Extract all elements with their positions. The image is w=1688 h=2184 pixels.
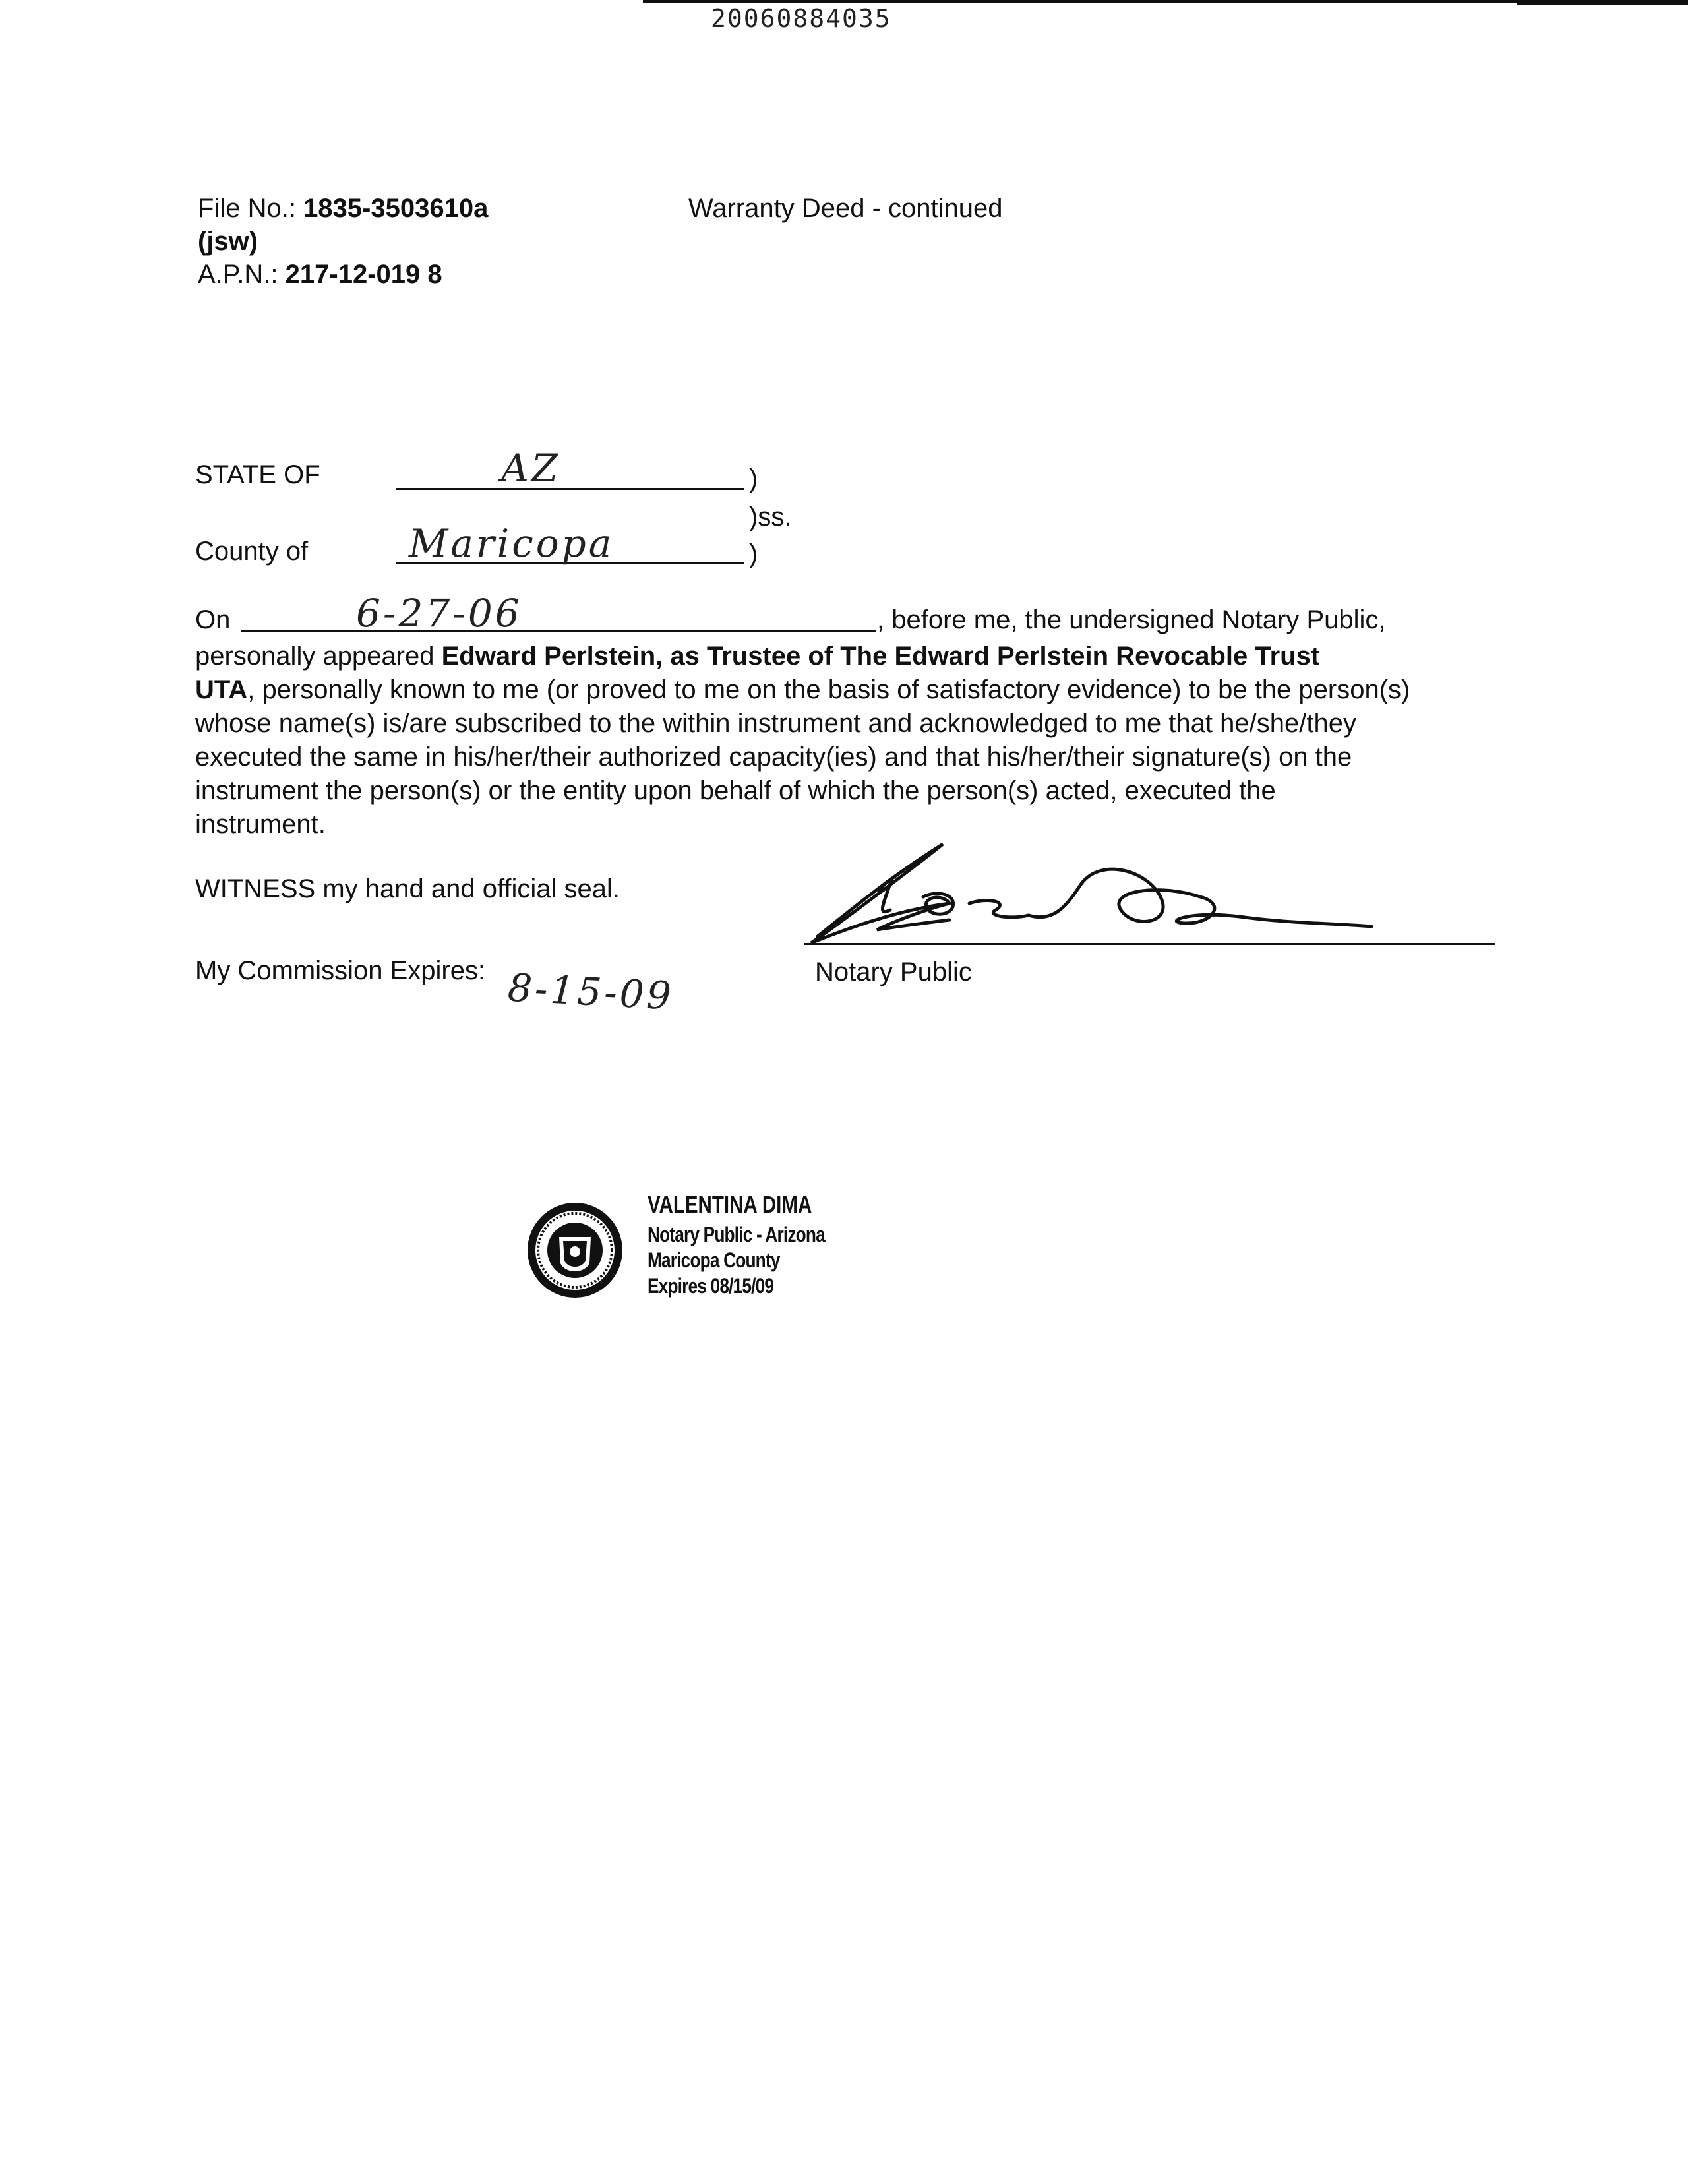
apn-label: A.P.N.: <box>198 260 278 289</box>
file-no-label: File No.: <box>198 194 296 223</box>
state-blank-line <box>396 488 744 490</box>
signature-line <box>804 943 1495 945</box>
signature-label: Notary Public <box>815 957 972 986</box>
county-label: County of <box>195 537 309 566</box>
ack-line2-bold: Edward Perlstein, as Trustee of The Edward Perlstein Revocable Trust <box>441 642 1320 671</box>
state-paren: ) <box>749 464 758 493</box>
ack-line-6: instrument the person(s) or the entity upon behalf of which the person(s) acted, executed the <box>195 776 1276 805</box>
apn-value: 217-12-019 8 <box>285 260 442 289</box>
ack-line-4: whose name(s) is/are subscribed to the within instrument and acknowledged to me that he/she/they <box>195 709 1356 738</box>
acknowledgment-paragraph <box>195 640 1514 841</box>
notary-signature-image <box>791 831 1503 956</box>
state-handwritten-value: AZ <box>501 446 561 491</box>
file-no-row <box>198 195 488 222</box>
document-title: Warranty Deed - continued <box>688 194 1003 223</box>
ack-line3-rest: , personally known to me (or proved to me on the basis of satisfactory evidence) to be the person(s) <box>247 675 1410 704</box>
stamp-expiration: Expires 08/15/09 <box>648 1274 774 1298</box>
ack-line-2 <box>195 640 1514 673</box>
county-paren: ) <box>749 539 758 568</box>
on-label: On <box>195 605 231 634</box>
date-blank-line <box>241 630 876 632</box>
stamp-notary-title: Notary Public - Arizona <box>648 1223 825 1246</box>
top-border-mark <box>1517 0 1688 5</box>
ss-marker: )ss. <box>749 502 792 531</box>
ack-line3-bold: UTA <box>195 675 248 704</box>
state-label: STATE OF <box>195 460 320 489</box>
ack-line1-rest: , before me, the undersigned Notary Public, <box>877 605 1386 634</box>
ack-line-7: instrument. <box>195 810 326 839</box>
stamp-notary-name: VALENTINA DIMA <box>648 1191 812 1218</box>
ack-line-5: executed the same in his/her/their authorized capacity(ies) and that his/her/their signature(s) on the <box>195 743 1352 772</box>
apn-row <box>198 261 442 288</box>
date-handwritten-value: 6-27-06 <box>356 591 522 636</box>
witness-text: WITNESS my hand and official seal. <box>195 874 620 903</box>
state-seal-icon <box>525 1200 625 1300</box>
stamp-county: Maricopa County <box>648 1248 780 1272</box>
ack-line2-prefix: personally appeared <box>195 642 442 671</box>
notary-stamp-text <box>648 1191 864 1298</box>
commission-label: My Commission Expires: <box>195 956 486 985</box>
ack-line-3 <box>195 673 1514 707</box>
recording-number: 20060884035 <box>711 4 891 33</box>
file-no-value: 1835-3503610a <box>303 194 489 223</box>
commission-handwritten-value: 8-15-09 <box>506 965 675 1019</box>
county-handwritten-value: Maricopa <box>409 521 615 566</box>
file-no-suffix: (jsw) <box>198 227 258 256</box>
